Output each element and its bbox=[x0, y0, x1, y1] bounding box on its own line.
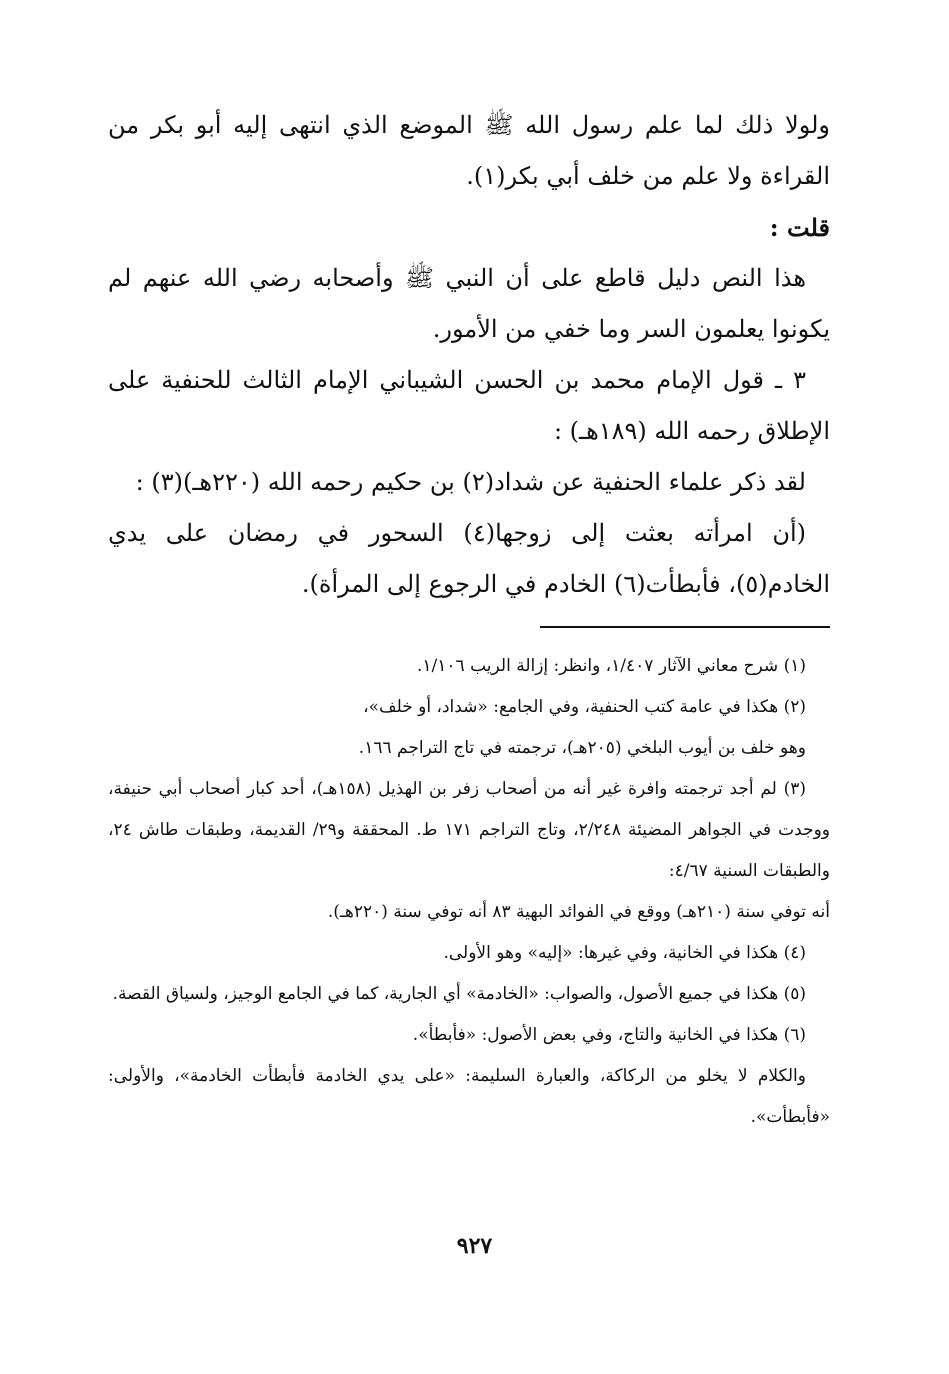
footnote-divider bbox=[540, 626, 830, 628]
footnote: (٥) هكذا في جميع الأصول، والصواب: «الخادمة» أي الجارية، كما في الجامع الوجيز، ولسياق القصة. bbox=[112, 984, 806, 1004]
footnote: (٤) هكذا في الخانية، وفي غيرها: «إليه» وهو الأولى. bbox=[443, 943, 806, 963]
footnote: وهو خلف بن أيوب البلخي (٢٠٥هـ)، ترجمته في تاج التراجم ١٦٦. bbox=[358, 738, 806, 758]
paragraph-3: هذا النص دليل قاطع على أن النبي ﷺ وأصحابه رضي الله عنهم لم يكونوا يعلمون السر وما خفي من الأمور. bbox=[108, 264, 830, 343]
paragraph-6: (أن امرأته بعثت إلى زوجها(٤) السحور في رمضان على يدي الخادم(٥)، فأبطأت(٦) الخادم في الرجوع إلى المرأة). bbox=[108, 519, 830, 598]
page-body bbox=[108, 100, 830, 1138]
footnote: والكلام لا يخلو من الركاكة، والعبارة السليمة: «على يدي الخادمة فأبطأت الخادمة»، والأولى: «فأبطأت». bbox=[108, 1066, 830, 1127]
paragraph-1: ولولا ذلك لما علم رسول الله ﷺ الموضع الذي انتهى إليه أبو بكر من القراءة ولا علم من خلف أبي بكر(١). bbox=[108, 111, 830, 190]
footnote: (٦) هكذا في الخانية والتاج، وفي بعض الأصول: «فأبطأ». bbox=[412, 1025, 806, 1045]
paragraph-4: ٣ ـ قول الإمام محمد بن الحسن الشيباني الإمام الثالث للحنفية على الإطلاق رحمه الله (١٨٩هـ) : bbox=[108, 366, 830, 445]
footnote: (١) شرح معاني الآثار ١/٤٠٧، وانظر: إزالة الريب ١/١٠٦. bbox=[417, 656, 806, 676]
footnote: (٣) لم أجد ترجمته وافرة غير أنه من أصحاب زفر بن الهذيل (١٥٨هـ)، أحد كبار أصحاب أبي حنيفة، ووجدت في الجواهر المضيئة ٢/٢٤٨، وتاج التراجم ١٧١ ط. المحققة و٢٩/ القديمة، وطبقات طاش ٢٤، والطبقات السنية ٤/٦٧: bbox=[108, 779, 830, 881]
paragraph-5: لقد ذكر علماء الحنفية عن شداد(٢) بن حكيم رحمه الله (٢٢٠هـ)(٣) : bbox=[135, 468, 806, 496]
footnotes bbox=[108, 646, 830, 1138]
footnote: أنه توفي سنة (٢١٠هـ) ووقع في الفوائد البهية ٨٣ أنه توفي سنة (٢٢٠هـ). bbox=[327, 902, 830, 922]
paragraph-heading: قلت : bbox=[769, 213, 830, 242]
page-number: ٩٢٧ bbox=[456, 1233, 493, 1259]
main-text bbox=[108, 100, 830, 610]
footnote: (٢) هكذا في عامة كتب الحنفية، وفي الجامع: «شداد، أو خلف»، bbox=[363, 697, 806, 717]
